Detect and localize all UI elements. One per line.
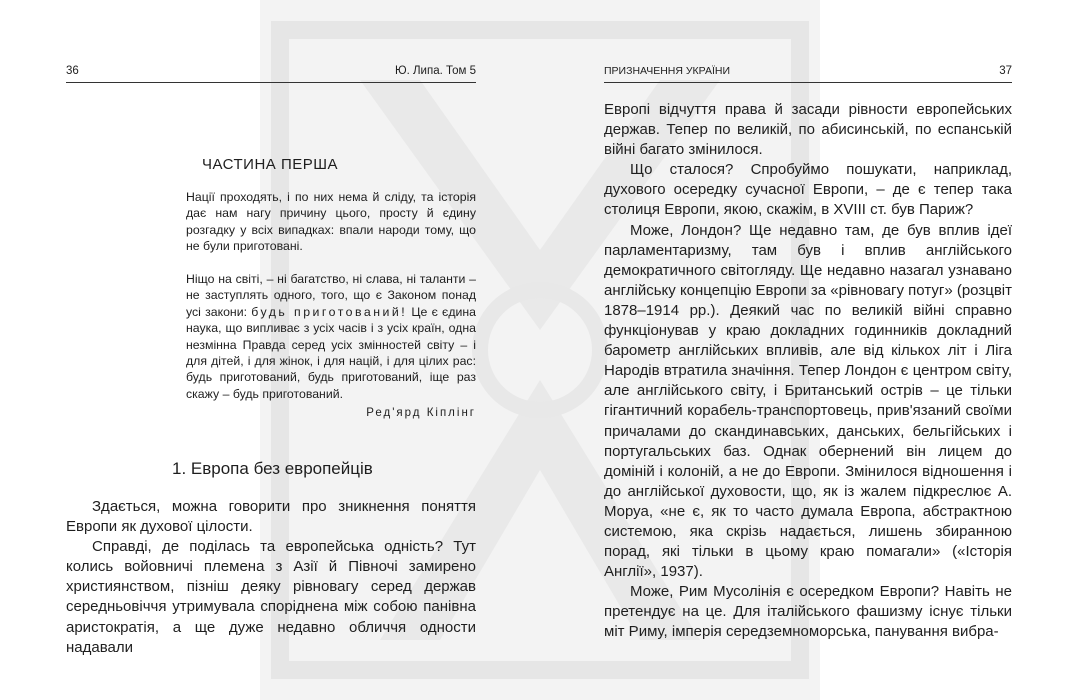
body-paragraph: Здається, можна говорити про зникнення поняття Европи як духової цілости. (66, 498, 476, 536)
epigraph-paragraph-1: Нації проходять, і по них нема й сліду, та історія дає нам нагу причину цього, просту й єдину розгадку у всіх випадках: впали народи тому, що не були приготовані. (186, 190, 476, 254)
body-paragraph: Справді, де поділась та европейська одність? Тут колись войовничі племена з Азії й Півночі замирено християнством, пізніш деяку рівновагу серед держав середньовіччя утримувала споріднена між собою панівна аристократія, а ще дуже недавно обличчя одности надавали (66, 538, 476, 656)
epigraph-author: Ред'ярд Кіплінг (366, 407, 476, 419)
right-page (540, 0, 1080, 700)
body-paragraph: Що сталося? Спробуймо пошукати, наприклад, духового осередку сучасної Европи, – де є тепер така столиця Европи, якою, скажім, в XVIII ст. був Париж? (604, 161, 1012, 219)
body-paragraph: Европі відчуття права й засади рівности европейських держав. Тепер по великій, по абисинській, по еспанській війні багато змінилося. (604, 101, 1012, 159)
right-body-text (604, 100, 1012, 643)
left-body-text (66, 497, 476, 658)
body-paragraph: Може, Лондон? Ще недавно там, де був вплив ідеї парламентаризму, там був і вплив англійського демократичного світогляду. Ще недавно назагал узнавано англійську концепцію Европи за «рівновагу потуг» (розцвіт 1878–1914 рр.). Деякий час по великій війні справно функціонував у краю докладних годинників докладний барометр англійських впливів, але від кількох літ і Ліга Народів втратила значіння. Тепер Лондон є центром світу, але англійського світу, і Британський острів – це тільки гігантичний корабель-транспортовець, прив'язаний своїми причалами до скандинавських, данських, бельгійських і португальських баз. Однак обернений він лицем до доміній і колоній, а не до Европи. Змінилося відношення і до англійської духовости, що, як із жалем підкреслює А. Моруа, «не є, як то часто думала Европа, абстрактною системою, яка скрізь надається, лишень збиранною порад, які тільки в цьому краю помагали» («Історія Англії», 1937). (604, 221, 1012, 581)
right-running-head: ПРИЗНАЧЕННЯ УКРАЇНИ (604, 65, 731, 77)
epigraph-paragraph-2 (186, 271, 476, 402)
epigraph-motto: будь приготований! (251, 304, 408, 319)
epigraph-text-a: Ніщо на світі, – ні багатство, ні слава, ні таланти – не заступлять одного, того, що є Законом понад усі закони: (186, 272, 476, 319)
right-running-header (604, 62, 1012, 83)
left-page-number: 36 (66, 65, 79, 77)
body-paragraph: Може, Рим Мусолінія є осередком Европи? Навіть не претендує на це. Для італійського фашизму існує тільки міт Риму, імперія середземноморська, панування вибра- (604, 583, 1012, 641)
left-running-header (66, 62, 476, 83)
chapter-title: 1. Европа без европейців (172, 459, 373, 478)
epigraph-text-b: Це є єдина наука, що випливає з усіх часів і з усіх країн, одна незмінна Правда серед усіх змінностей світу – і для дітей, і для жінок, і для націй, і для цілих рас: будь приготований, будь приготований, іще раз скажу – будь приготований. (186, 304, 476, 401)
left-running-head: Ю. Липа. Том 5 (394, 65, 476, 77)
part-title: ЧАСТИНА ПЕРША (202, 156, 338, 173)
right-page-number: 37 (999, 65, 1012, 77)
